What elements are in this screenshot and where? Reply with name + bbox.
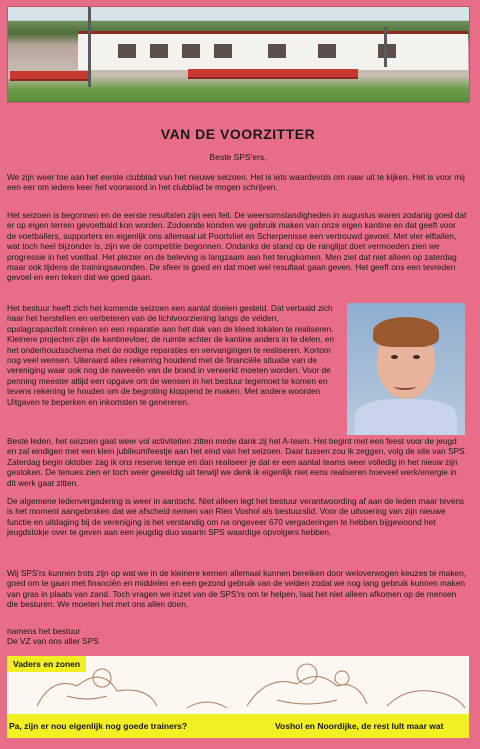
- paragraph-2: Het seizoen is begonnen en de eerste resultaten zijn een feit. De weersomstandigheden in augustus waren zodanig goed dat er op eigen terrein gevoetbald kon worden. Zodoende konden we gebruik maken van onze eigen kantine en dat geeft voor de voetballers, supporters en eigenlijk ons allemaal uit Poortvliet en Scherpenisse een vertrouwd gevoel. Met vier elftallen, wat toch heel bijzonder is, zijn we de competitie begonnen. Ondanks de stand op de ranglijst doet vermoeden zien we progressie in het voetbal. Het plezier en de beleving is langzaam aan het terugkomen. Men ziet dat niet alleen op zaterdag maar ook tijdens de trainingsavonden. De sfeer is goed en dat moet wel resultaat gaan geven. Het geeft ons een tevreden gevoel en een teken dat we goed gaan.: [7, 210, 467, 283]
- light-post: [88, 7, 91, 87]
- window: [214, 44, 232, 58]
- paragraph-3: Het bestuur heeft zich het komende seizoen een aantal doelen gesteld. Dat vertaald zich naar het herstellen en verbeteren van de lichtvoorziening langs de velden, opslagcapaciteit creëren en een reparatie aan het dak van de kleed lokalen te realiseren. Kleinere projecten zijn de kantinevloer, de ruimte achter de kantine anders in te delen, en het onderhoudsschema met de nodige reparaties en vervangingen te realiseren. Kortom nog veel wensen. Uiteraard alles rekening houdend met de financiële situatie van de vereniging waar ook nog de naweeën van de brand in verwerkt moeten worden. Voor de penning meester altijd een opgave om de wensen in het bestuur tegemoet te komen en tevens rekening te houden om de begroting kloppend te maken. Met andere woorden Uitgaven te beperken en inkomsten te genereren.: [7, 303, 335, 407]
- portrait-shirt: [355, 399, 457, 435]
- closing-line-1: namens het bestuur: [7, 626, 81, 636]
- cartoon-strip: [7, 656, 469, 714]
- light-post: [384, 27, 387, 67]
- window: [118, 44, 136, 58]
- paragraph-1: We zijn weer toe aan het eerste clubblad van het nieuwe seizoen. Het is iets waardevols om naar uit te kijken. Het is voor mij een eer om iedere keer het voorwoord in het clubblad te mogen schrijven.: [7, 172, 465, 193]
- window: [150, 44, 168, 58]
- window: [378, 44, 396, 58]
- caption-right: Voshol en Noordijke, de rest lult maar wat: [275, 721, 444, 731]
- paragraph-4: Beste leden, het seizoen gaat weer vol activiteiten zitten mede dank zij het A-team. Het begint met een feest voor de jeugd en zal eindigen met een klein jubileumfeestje aan het eind van het seizoen. Daar tussen zou ik zeggen, volg de site van SPS. Zaterdag begin oktober zag ik ons reserve tenue en dan realiseer je dat er een aantal teams weer volledig in het nieuw zijn gestoken. De tenues zien er toch weer geweldig uit terwijl we denk ik eigenlijk niet eens realiseren hoeveel werk/energie in dit werk gaat zitten.: [7, 436, 467, 488]
- bench: [188, 69, 358, 79]
- caption-left: Pa, zijn er nou eigenlijk nog goede trainers?: [9, 721, 188, 731]
- clubhouse-building: [78, 31, 468, 70]
- window: [182, 44, 200, 58]
- cartoon-drawing-icon: [7, 656, 469, 714]
- closing-line-2: De VZ van ons aller SPS: [7, 636, 99, 646]
- bench: [10, 71, 90, 81]
- portrait-hair: [373, 317, 439, 347]
- window: [268, 44, 286, 58]
- article-greeting: Beste SPS'ers,: [209, 152, 267, 162]
- portrait-eye: [413, 355, 420, 359]
- chairman-portrait: [347, 303, 465, 435]
- clubhouse-photo: [7, 6, 470, 103]
- cartoon-caption-bar: [7, 714, 469, 738]
- article-title: VAN DE VOORZITTER: [160, 126, 316, 142]
- portrait-mouth: [394, 383, 416, 390]
- portrait-eye: [391, 355, 398, 359]
- paragraph-6: Wij SPS'rs kunnen trots zijn op wat we in de kleinere kernen allemaal kunnen bereiken door weloverwogen keuzes te maken, goed om te gaan met financiën en middelen en een gezond gebruik van de velden zodat we nog lang gebruik kunnen maken van gras in plaats van zand. Toch vragen we inzet van de SPS'rs om te helpen, laat het niet alleen afkomen op de mensen die besturen. We moeten het met ons allen doen.: [7, 568, 467, 610]
- window: [318, 44, 336, 58]
- cartoon-title: Vaders en zonen: [7, 656, 86, 672]
- paragraph-5: De algemene ledenvergadering is weer in aantocht. Niet alleen legt het bestuur verantwoording af aan de leden maar tevens is het moment aangebroken dat we afscheid nemen van Rien Voshol als bestuurslid. Voor de uitvoering van zijn nieuwe functie en uitdaging bij de vereniging is het verstandig om na ongeveer 670 vergaderingen te hebben bijgewoond het jeugdstokje over te geven aan een jeugdig duo waarin SPS waardige opvolgers hebben.: [7, 496, 465, 538]
